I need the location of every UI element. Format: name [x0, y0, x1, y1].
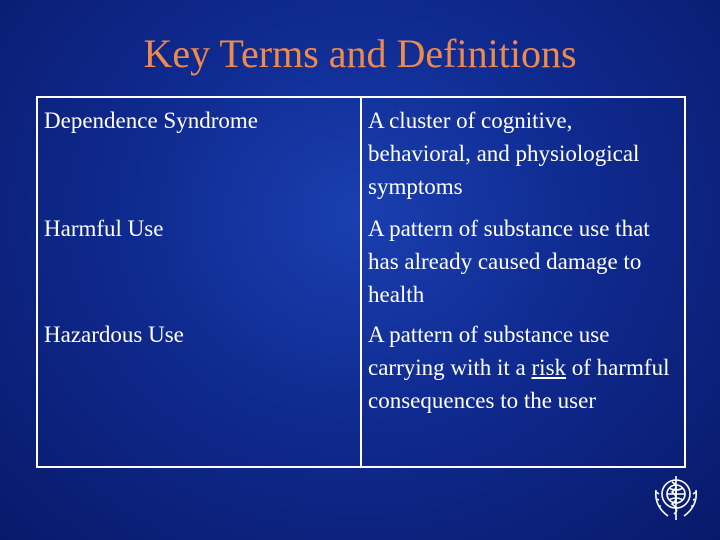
definition-hazardous-use	[368, 318, 678, 417]
definition-dependence-syndrome: A cluster of cognitive, behavioral, and physiological symptoms	[368, 108, 640, 199]
definition-harmful-use: A pattern of substance use that has already caused damage to health	[368, 216, 650, 307]
term-harmful-use: Harmful Use	[44, 216, 164, 241]
term-dependence-syndrome: Dependence Syndrome	[44, 108, 258, 133]
definition-text-start: A pattern of substance use carrying with it a	[368, 322, 610, 380]
definition-text-end: of harmful consequences to the user	[368, 355, 670, 413]
term-hazardous-use: Hazardous Use	[44, 322, 184, 347]
slide-title: Key Terms and Definitions	[143, 31, 577, 76]
terms-table	[36, 96, 686, 468]
column-divider	[360, 98, 362, 466]
definition-emphasis-risk: risk	[531, 355, 567, 380]
who-emblem-icon	[650, 470, 702, 526]
